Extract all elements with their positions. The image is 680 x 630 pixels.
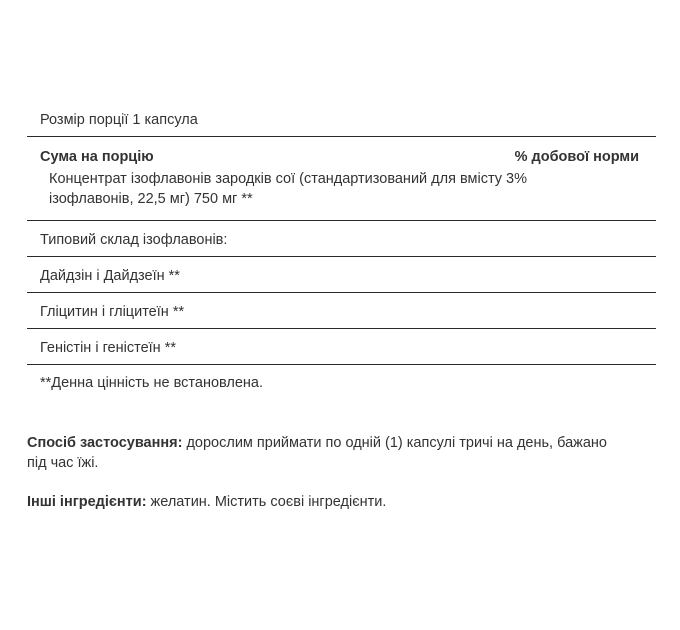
serving-size: Розмір порції 1 капсула xyxy=(27,104,656,137)
isoflavone-row: Гліцитин і гліцитеїн ** xyxy=(27,293,656,329)
ingredient-row: Концентрат ізофлавонів зародків сої (стандартизований для вмісту 3% ізофлавонів, 22,5 мг) 750 мг ** xyxy=(27,167,656,221)
facts-header xyxy=(27,137,656,167)
supplement-facts xyxy=(27,104,656,393)
other-ingredients-paragraph xyxy=(27,492,627,512)
isoflavone-row: Дайдзін і Дайдзеїн ** xyxy=(27,257,656,293)
usage-paragraph xyxy=(27,433,627,473)
typical-profile-label: Типовий склад ізофлавонів: xyxy=(27,221,656,257)
footnote: **Денна цінність не встановлена. xyxy=(40,375,264,391)
daily-value-label: % добової норми xyxy=(514,149,639,165)
usage-text: дорослим приймати по одній (1) капсулі тричі на день, бажано під час їжі. xyxy=(27,435,607,471)
usage-label: Спосіб застосування: xyxy=(27,435,183,451)
other-ingredients-text: желатин. Містить соєві інгредієнти. xyxy=(146,494,387,510)
amount-per-serving-label: Сума на порцію xyxy=(40,149,154,165)
isoflavone-row: Геністін і геністеїн ** xyxy=(27,329,656,365)
other-ingredients-label: Інші інгредієнти: xyxy=(27,494,147,510)
